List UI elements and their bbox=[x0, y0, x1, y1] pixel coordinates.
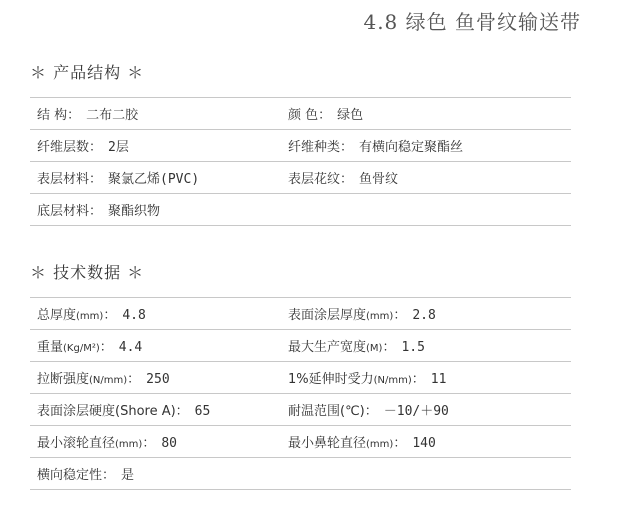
page-title: 4.8 绿色 鱼骨纹输送带 bbox=[363, 10, 581, 34]
structure-table bbox=[30, 97, 571, 226]
field-unit: (mm) bbox=[366, 311, 394, 322]
field-colon: ： bbox=[99, 340, 113, 355]
field-unit: (mm) bbox=[366, 439, 394, 450]
field-label: 最小鼻轮直径 bbox=[288, 436, 367, 451]
field-label: 纤维种类： bbox=[288, 140, 354, 155]
table-row bbox=[30, 98, 571, 130]
field-value: 4.4 bbox=[118, 340, 143, 355]
field-unit: (Kg/M²) bbox=[63, 343, 100, 354]
field-colon: ： bbox=[103, 308, 117, 323]
field-value: 250 bbox=[146, 372, 170, 387]
table-cell bbox=[30, 336, 281, 355]
field-value: 二布二胶 bbox=[86, 108, 139, 123]
field-unit: (mm) bbox=[76, 311, 104, 322]
field-value: 80 bbox=[161, 436, 177, 451]
table-cell bbox=[281, 168, 571, 187]
field-unit: (M) bbox=[366, 343, 383, 354]
field-unit: (N/mm) bbox=[89, 375, 128, 386]
field-label: 表层材料： bbox=[37, 172, 103, 187]
field-label: 重量 bbox=[37, 340, 64, 355]
table-cell bbox=[30, 464, 281, 483]
table-row bbox=[30, 162, 571, 194]
field-value: 1.5 bbox=[401, 340, 425, 355]
field-colon: ： bbox=[127, 372, 141, 387]
field-label: 耐温范围(℃)： bbox=[288, 404, 378, 419]
table-cell bbox=[30, 136, 281, 155]
field-label: 总厚度 bbox=[37, 308, 77, 323]
field-value: 2层 bbox=[108, 140, 129, 155]
field-value: 是 bbox=[121, 468, 135, 483]
field-colon: ： bbox=[393, 436, 407, 451]
table-cell bbox=[281, 368, 571, 387]
field-value: 绿色 bbox=[337, 108, 364, 123]
field-value: 11 bbox=[430, 372, 447, 387]
field-value: 聚氯乙烯(PVC) bbox=[108, 172, 200, 187]
field-label: 表面涂层厚度 bbox=[288, 308, 367, 323]
table-cell bbox=[281, 432, 571, 451]
field-colon: ： bbox=[393, 308, 407, 323]
table-row bbox=[30, 394, 571, 426]
table-cell bbox=[281, 104, 571, 123]
field-label: 表层花纹： bbox=[288, 172, 354, 187]
field-label: 底层材料： bbox=[37, 204, 103, 219]
table-cell bbox=[30, 200, 281, 219]
field-label: 纤维层数： bbox=[37, 140, 103, 155]
table-row bbox=[30, 298, 571, 330]
tech-data-table bbox=[30, 297, 571, 490]
field-label: 结 构： bbox=[37, 108, 81, 123]
table-row bbox=[30, 458, 571, 490]
field-colon: ： bbox=[142, 436, 156, 451]
table-cell bbox=[30, 432, 281, 451]
field-label: 表面涂层硬度(Shore A)： bbox=[37, 404, 189, 419]
field-value: 2.8 bbox=[412, 308, 436, 323]
field-unit: (mm) bbox=[115, 439, 143, 450]
field-value: 鱼骨纹 bbox=[359, 172, 399, 187]
field-label: 最大生产宽度 bbox=[288, 340, 367, 355]
field-unit: (N/mm) bbox=[373, 375, 412, 386]
table-cell bbox=[30, 168, 281, 187]
field-label: 1%延伸时受力 bbox=[288, 372, 374, 387]
table-row bbox=[30, 362, 571, 394]
field-label: 颜 色： bbox=[288, 108, 332, 123]
field-label: 拉断强度 bbox=[37, 372, 90, 387]
field-value: －10/＋90 bbox=[383, 404, 449, 419]
table-cell bbox=[281, 336, 571, 355]
field-value: 140 bbox=[412, 436, 436, 451]
field-label: 横向稳定性： bbox=[37, 468, 116, 483]
table-row bbox=[30, 426, 571, 458]
field-value: 聚酯织物 bbox=[108, 204, 161, 219]
table-cell bbox=[30, 400, 281, 419]
table-cell bbox=[30, 304, 281, 323]
table-cell bbox=[30, 368, 281, 387]
field-value: 4.8 bbox=[122, 308, 146, 323]
structure-section-heading: ＊ 产品结构 ＊ bbox=[30, 63, 145, 82]
table-row bbox=[30, 194, 571, 226]
field-colon: ： bbox=[382, 340, 396, 355]
field-label: 最小滚轮直径 bbox=[37, 436, 116, 451]
field-colon: ： bbox=[411, 372, 425, 387]
field-value: 65 bbox=[194, 404, 211, 419]
table-cell bbox=[281, 136, 571, 155]
table-cell bbox=[30, 104, 281, 123]
field-value: 有横向稳定聚酯丝 bbox=[359, 140, 464, 155]
table-row bbox=[30, 130, 571, 162]
tech-section-heading: ＊ 技术数据 ＊ bbox=[30, 263, 145, 282]
table-cell bbox=[281, 400, 571, 419]
table-row bbox=[30, 330, 571, 362]
table-cell bbox=[281, 304, 571, 323]
